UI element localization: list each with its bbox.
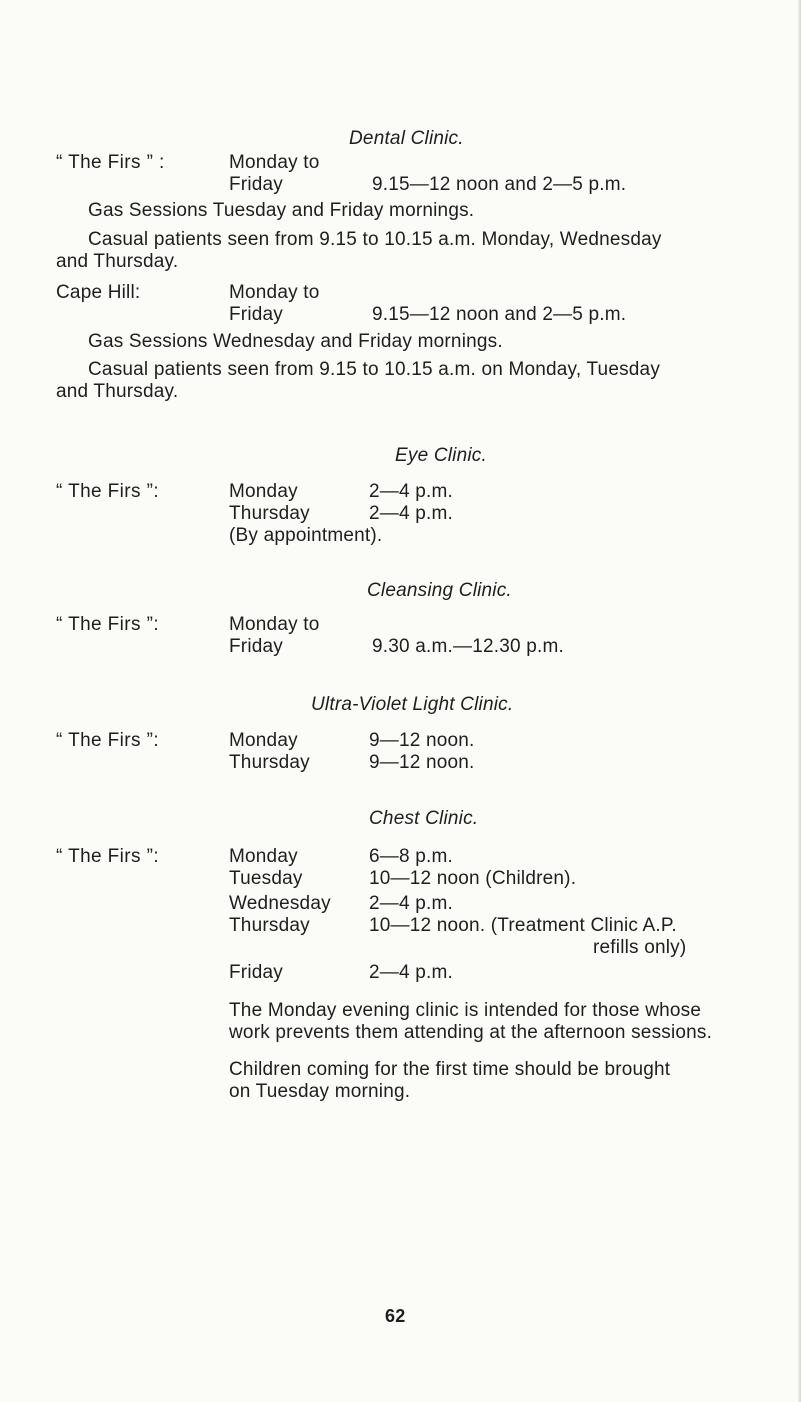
chest-day: Friday	[229, 962, 283, 983]
chest-children-note-line1: Children coming for the first time should be brought	[229, 1059, 671, 1080]
chest-time: 2—4 p.m.	[369, 962, 453, 983]
chest-day: Tuesday	[229, 868, 303, 889]
eye-day-thursday: Thursday	[229, 503, 310, 524]
page-number: 62	[385, 1306, 406, 1326]
chest-time: 2—4 p.m.	[369, 893, 453, 914]
dental-cape-hill-label: Cape Hill:	[56, 282, 141, 303]
cleansing-days: Monday to	[229, 614, 320, 635]
chest-time: 10—12 noon (Children).	[369, 868, 577, 889]
dental-firs-label: “ The Firs ” :	[56, 152, 165, 173]
dental-firs-days: Monday to	[229, 152, 320, 173]
cleansing-hours: 9.30 a.m.—12.30 p.m.	[372, 636, 564, 657]
eye-day-monday: Monday	[229, 481, 298, 502]
chest-time-continuation: refills only)	[593, 937, 687, 958]
dental-casual-firs-line2: and Thursday.	[56, 251, 179, 272]
uv-firs-label: “ The Firs ”:	[56, 730, 160, 751]
dental-gas-sessions-cape: Gas Sessions Wednesday and Friday mornings.	[88, 331, 503, 352]
dental-cape-hours: 9.15—12 noon and 2—5 p.m.	[372, 304, 627, 325]
uv-clinic-heading: Ultra-Violet Light Clinic.	[311, 694, 514, 715]
eye-clinic-heading: Eye Clinic.	[395, 445, 487, 466]
chest-time: 10—12 noon. (Treatment Clinic A.P.	[369, 915, 677, 936]
dental-cape-days-2: Friday	[229, 304, 283, 325]
dental-firs-hours: 9.15—12 noon and 2—5 p.m.	[372, 174, 627, 195]
uv-day-thursday: Thursday	[229, 752, 310, 773]
cleansing-clinic-heading: Cleansing Clinic.	[367, 580, 512, 601]
dental-firs-days-2: Friday	[229, 174, 283, 195]
chest-clinic-heading: Chest Clinic.	[369, 808, 479, 829]
uv-time-monday: 9—12 noon.	[369, 730, 475, 751]
chest-evening-note-line1: The Monday evening clinic is intended for those whose	[229, 1000, 702, 1021]
chest-day: Monday	[229, 846, 298, 867]
dental-cape-days: Monday to	[229, 282, 320, 303]
dental-clinic-heading: Dental Clinic.	[349, 128, 464, 149]
uv-day-monday: Monday	[229, 730, 298, 751]
uv-time-thursday: 9—12 noon.	[369, 752, 475, 773]
chest-children-note-line2: on Tuesday morning.	[229, 1081, 411, 1102]
chest-time: 6—8 p.m.	[369, 846, 453, 867]
chest-day: Thursday	[229, 915, 310, 936]
cleansing-firs-label: “ The Firs ”:	[56, 614, 160, 635]
eye-appointment-note: (By appointment).	[229, 525, 383, 546]
chest-evening-note-line2: work prevents them attending at the afternoon sessions.	[229, 1022, 713, 1043]
eye-firs-label: “ The Firs ”:	[56, 481, 160, 502]
eye-time-monday: 2—4 p.m.	[369, 481, 453, 502]
dental-casual-firs-line1: Casual patients seen from 9.15 to 10.15 a.m. Monday, Wednesday	[88, 229, 662, 250]
cleansing-days-2: Friday	[229, 636, 283, 657]
chest-day: Wednesday	[229, 893, 331, 914]
eye-time-thursday: 2—4 p.m.	[369, 503, 453, 524]
dental-casual-cape-line2: and Thursday.	[56, 381, 179, 402]
chest-firs-label: “ The Firs ”:	[56, 846, 160, 867]
dental-casual-cape-line1: Casual patients seen from 9.15 to 10.15 a.m. on Monday, Tuesday	[88, 359, 661, 380]
dental-gas-sessions-firs: Gas Sessions Tuesday and Friday mornings.	[88, 200, 475, 221]
